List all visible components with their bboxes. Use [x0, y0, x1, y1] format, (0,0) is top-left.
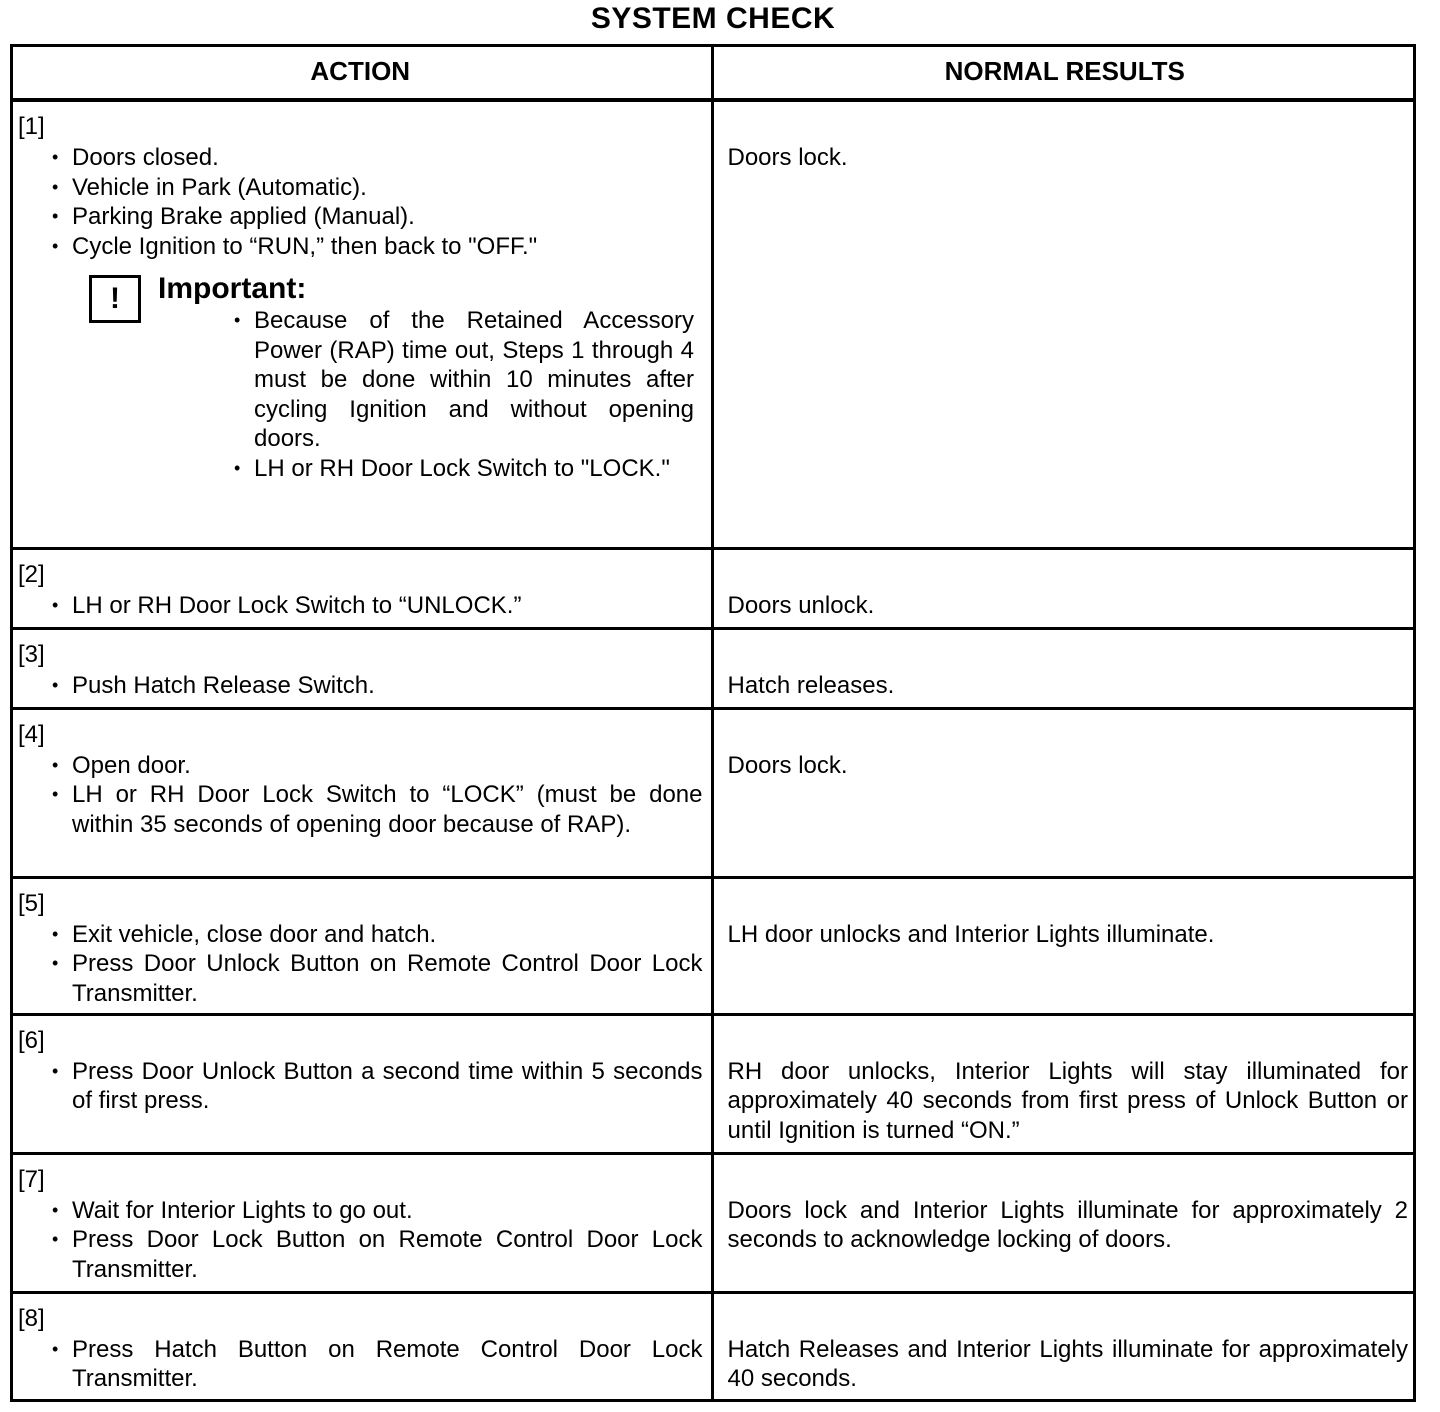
step-number: [1]: [18, 113, 45, 140]
table-row: [10, 1153, 1416, 1292]
result-text: RH door unlocks, Interior Lights will stay illuminated for approximately 40 seconds from first press of Unlock Button or until Ignition is turned “ON.”: [727, 1057, 1408, 1144]
step-number: [2]: [18, 560, 45, 588]
action-item: • Parking Brake applied (Manual).: [10, 202, 703, 232]
step-number: [3]: [18, 640, 45, 668]
action-cell: [10, 1292, 712, 1400]
action-cell: [10, 877, 712, 1014]
important-item: • Because of the Retained Accessory Power (RAP) time out, Steps 1 through 4 must be done within 10 minutes after cycling Ignition and without opening doors.: [192, 306, 694, 454]
table-row: [10, 548, 1416, 628]
table-row: [10, 877, 1416, 1014]
step-number: [4]: [18, 720, 45, 748]
action-item: • Press Hatch Button on Remote Control Door Lock Transmitter.: [10, 1335, 703, 1394]
step-number: [5]: [18, 889, 45, 917]
result-text: Doors lock.: [727, 144, 848, 171]
action-cell: [10, 100, 712, 548]
action-item: • Open door.: [10, 751, 703, 781]
result-text: Doors lock.: [727, 751, 848, 779]
important-label: Important:: [158, 272, 307, 305]
action-item: • LH or RH Door Lock Switch to “LOCK” (must be done within 35 seconds of opening door because of RAP).: [10, 780, 703, 839]
action-item: • Cycle Ignition to “RUN,” then back to "OFF.": [10, 232, 703, 262]
action-cell: [10, 1014, 712, 1153]
result-cell: [712, 1153, 1416, 1292]
step-number: [7]: [18, 1165, 45, 1193]
result-cell: [712, 548, 1416, 628]
action-cell: [10, 548, 712, 628]
important-note: [10, 261, 711, 516]
action-item: • Press Door Unlock Button on Remote Control Door Lock Transmitter.: [10, 949, 703, 1008]
action-item: • Exit vehicle, close door and hatch.: [10, 920, 703, 950]
result-text: Doors unlock.: [727, 591, 875, 619]
action-header: ACTION: [10, 44, 712, 100]
result-text: Hatch Releases and Interior Lights illuminate for approximately 40 seconds.: [727, 1335, 1408, 1392]
action-item: • Press Door Unlock Button a second time within 5 seconds of first press.: [10, 1057, 703, 1116]
action-cell: [10, 1153, 712, 1292]
result-cell: [712, 1292, 1416, 1400]
result-text: Hatch releases.: [727, 671, 895, 699]
results-header: NORMAL RESULTS: [712, 44, 1416, 100]
action-item: • Press Door Lock Button on Remote Control Door Lock Transmitter.: [10, 1225, 703, 1284]
result-cell: [712, 877, 1416, 1014]
page-title: SYSTEM CHECK: [590, 2, 836, 35]
result-cell: [712, 1014, 1416, 1153]
action-item: • Vehicle in Park (Automatic).: [10, 173, 703, 203]
action-item: • Wait for Interior Lights to go out.: [10, 1196, 703, 1226]
table-row: [10, 1292, 1416, 1400]
exclamation-icon: !: [89, 275, 141, 323]
table-row: [10, 708, 1416, 877]
result-cell: [712, 100, 1416, 548]
step-number: [6]: [18, 1026, 45, 1054]
action-item: • Push Hatch Release Switch.: [10, 671, 703, 701]
result-text: LH door unlocks and Interior Lights illuminate.: [727, 920, 1215, 948]
system-check-table: [10, 44, 1416, 1400]
table-row: [10, 628, 1416, 708]
result-cell: [712, 628, 1416, 708]
important-item: • LH or RH Door Lock Switch to "LOCK.": [192, 454, 694, 484]
action-item: • LH or RH Door Lock Switch to “UNLOCK.”: [10, 591, 703, 621]
result-cell: [712, 708, 1416, 877]
header-row: [10, 44, 1416, 100]
action-cell: [10, 708, 712, 877]
table-row: [10, 100, 1416, 548]
action-item: • Doors closed.: [10, 143, 703, 173]
result-text: Doors lock and Interior Lights illuminate for approximately 2 seconds to acknowledge locking of doors.: [727, 1196, 1408, 1253]
action-cell: [10, 628, 712, 708]
step-number: [8]: [18, 1304, 45, 1332]
table-row: [10, 1014, 1416, 1153]
